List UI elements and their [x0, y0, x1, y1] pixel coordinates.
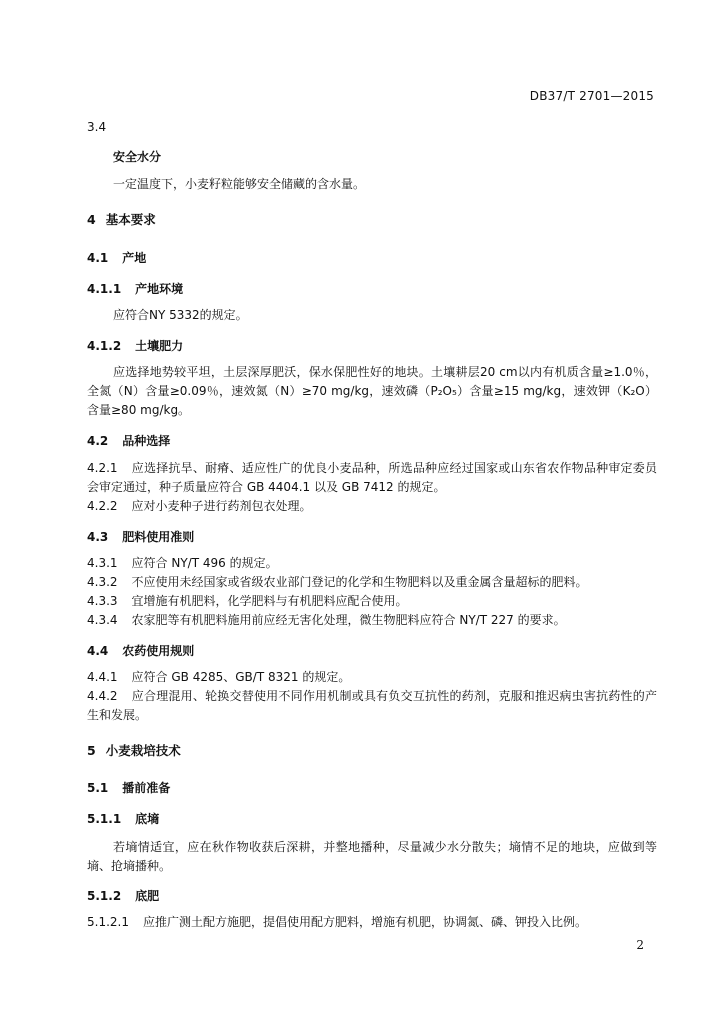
clause-4-2-1	[87, 459, 657, 497]
section-title: 小麦栽培技术	[105, 743, 181, 758]
clause-4-4-1	[87, 668, 657, 687]
clause-text: 宜增施有机肥料，化学肥料与有机肥料应配合使用。	[131, 594, 408, 608]
section-5-heading	[87, 741, 657, 760]
clause-4-3-1	[87, 554, 657, 573]
clause-title: 产地环境	[135, 282, 184, 296]
clause-text: 应合理混用、轮换交替使用不同作用机制或具有负交互抗性的药剂，克服和推迟病虫害抗药性的产生和发展。	[87, 689, 657, 722]
term-definition: 一定温度下，小麦籽粒能够安全储藏的含水量。	[113, 177, 366, 191]
clause-4-3-2	[87, 573, 657, 592]
clause-text: 应符合 NY/T 496 的规定。	[131, 556, 278, 570]
section-title: 基本要求	[105, 212, 156, 227]
clause-4-3-3	[87, 592, 657, 611]
clause-4-3-4	[87, 611, 657, 630]
clause-number: 4.2.1	[87, 461, 118, 475]
clause-text: 应推广测土配方施肥，提倡使用配方肥料，增施有机肥，协调氮、磷、钾投入比例。	[142, 915, 587, 929]
clause-number: 4.3.3	[87, 594, 118, 608]
page-number: 2	[636, 938, 644, 952]
clause-number: 4.3.1	[87, 556, 118, 570]
clause-text: 不应使用未经国家或省级农业部门登记的化学和生物肥料以及重金属含量超标的肥料。	[131, 575, 588, 589]
clause-number: 4.2	[87, 434, 109, 448]
clause-text: 应选择抗旱、耐瘠、适应性广的优良小麦品种，所选品种应经过国家或山东省农作物品种审定委员会审定通过，种子质量应符合 GB 4404.1 以及 GB 7412 的规定。	[87, 461, 657, 494]
clause-number: 4.4.1	[87, 670, 118, 684]
clause-title: 播前准备	[122, 781, 171, 795]
section-number: 4	[87, 212, 96, 227]
clause-4-2-2	[87, 497, 657, 516]
clause-4-1-2-text: 应选择地势较平坦，土层深厚肥沃，保水保肥性好的地块。土壤耕层20 cm以内有机质含量≥1.0％，全氮（N）含量≥0.09％，速效氮（N）≥70 mg/kg，速效磷（P₂O₅）含量≥15 mg/kg，速效钾（K₂O）含量≥80 mg/kg。	[87, 365, 657, 417]
clause-5-1-2-1	[87, 913, 657, 932]
clause-title: 土壤肥力	[135, 339, 184, 353]
clause-4-1-heading	[87, 249, 657, 268]
clause-number: 5.1.1	[87, 812, 122, 826]
clause-5-1-2-heading	[87, 887, 657, 906]
clause-number: 4.4.2	[87, 689, 118, 703]
clause-5-1-heading	[87, 779, 657, 798]
section-4-heading	[87, 210, 657, 229]
clause-title: 产地	[122, 251, 147, 265]
clause-number: 5.1.2	[87, 889, 122, 903]
clause-title: 农药使用规则	[122, 644, 195, 658]
clause-5-1-1-text: 若墒情适宜，应在秋作物收获后深耕，并整地播种，尽量减少水分散失；墒情不足的地块，应做到等墒、抢墒播种。	[87, 840, 657, 873]
clause-text: 应对小麦种子进行药剂包衣处理。	[131, 499, 312, 513]
clause-number: 4.2.2	[87, 499, 118, 513]
clause-5-1-1-heading	[87, 810, 657, 829]
clause-title: 肥料使用准则	[122, 530, 195, 544]
clause-4-1-1-text: 应符合NY 5332的规定。	[113, 308, 248, 322]
clause-number: 4.4	[87, 644, 109, 658]
clause-title: 品种选择	[122, 434, 171, 448]
document-code-header: DB37/T 2701—2015	[529, 89, 654, 103]
clause-number: 4.3	[87, 530, 109, 544]
clause-4-1-2-heading	[87, 337, 657, 356]
section-number: 5	[87, 743, 96, 758]
clause-4-4-2	[87, 687, 657, 725]
clause-4-2-heading	[87, 432, 657, 451]
clause-number: 4.1.2	[87, 339, 122, 353]
clause-title: 底肥	[135, 889, 160, 903]
clause-title: 底墒	[135, 812, 160, 826]
clause-text: 应符合 GB 4285、GB/T 8321 的规定。	[131, 670, 351, 684]
clause-number: 4.3.4	[87, 613, 118, 627]
clause-3-4-number: 3.4	[87, 120, 107, 134]
clause-number: 5.1	[87, 781, 109, 795]
clause-number: 4.1.1	[87, 282, 122, 296]
clause-number: 4.1	[87, 251, 109, 265]
clause-4-3-heading	[87, 528, 657, 547]
clause-number: 5.1.2.1	[87, 915, 129, 929]
term-safe-moisture: 安全水分	[113, 150, 162, 164]
clause-text: 农家肥等有机肥料施用前应经无害化处理，微生物肥料应符合 NY/T 227 的要求。	[131, 613, 566, 627]
clause-4-4-heading	[87, 642, 657, 661]
clause-number: 4.3.2	[87, 575, 118, 589]
clause-4-1-1-heading	[87, 280, 657, 299]
